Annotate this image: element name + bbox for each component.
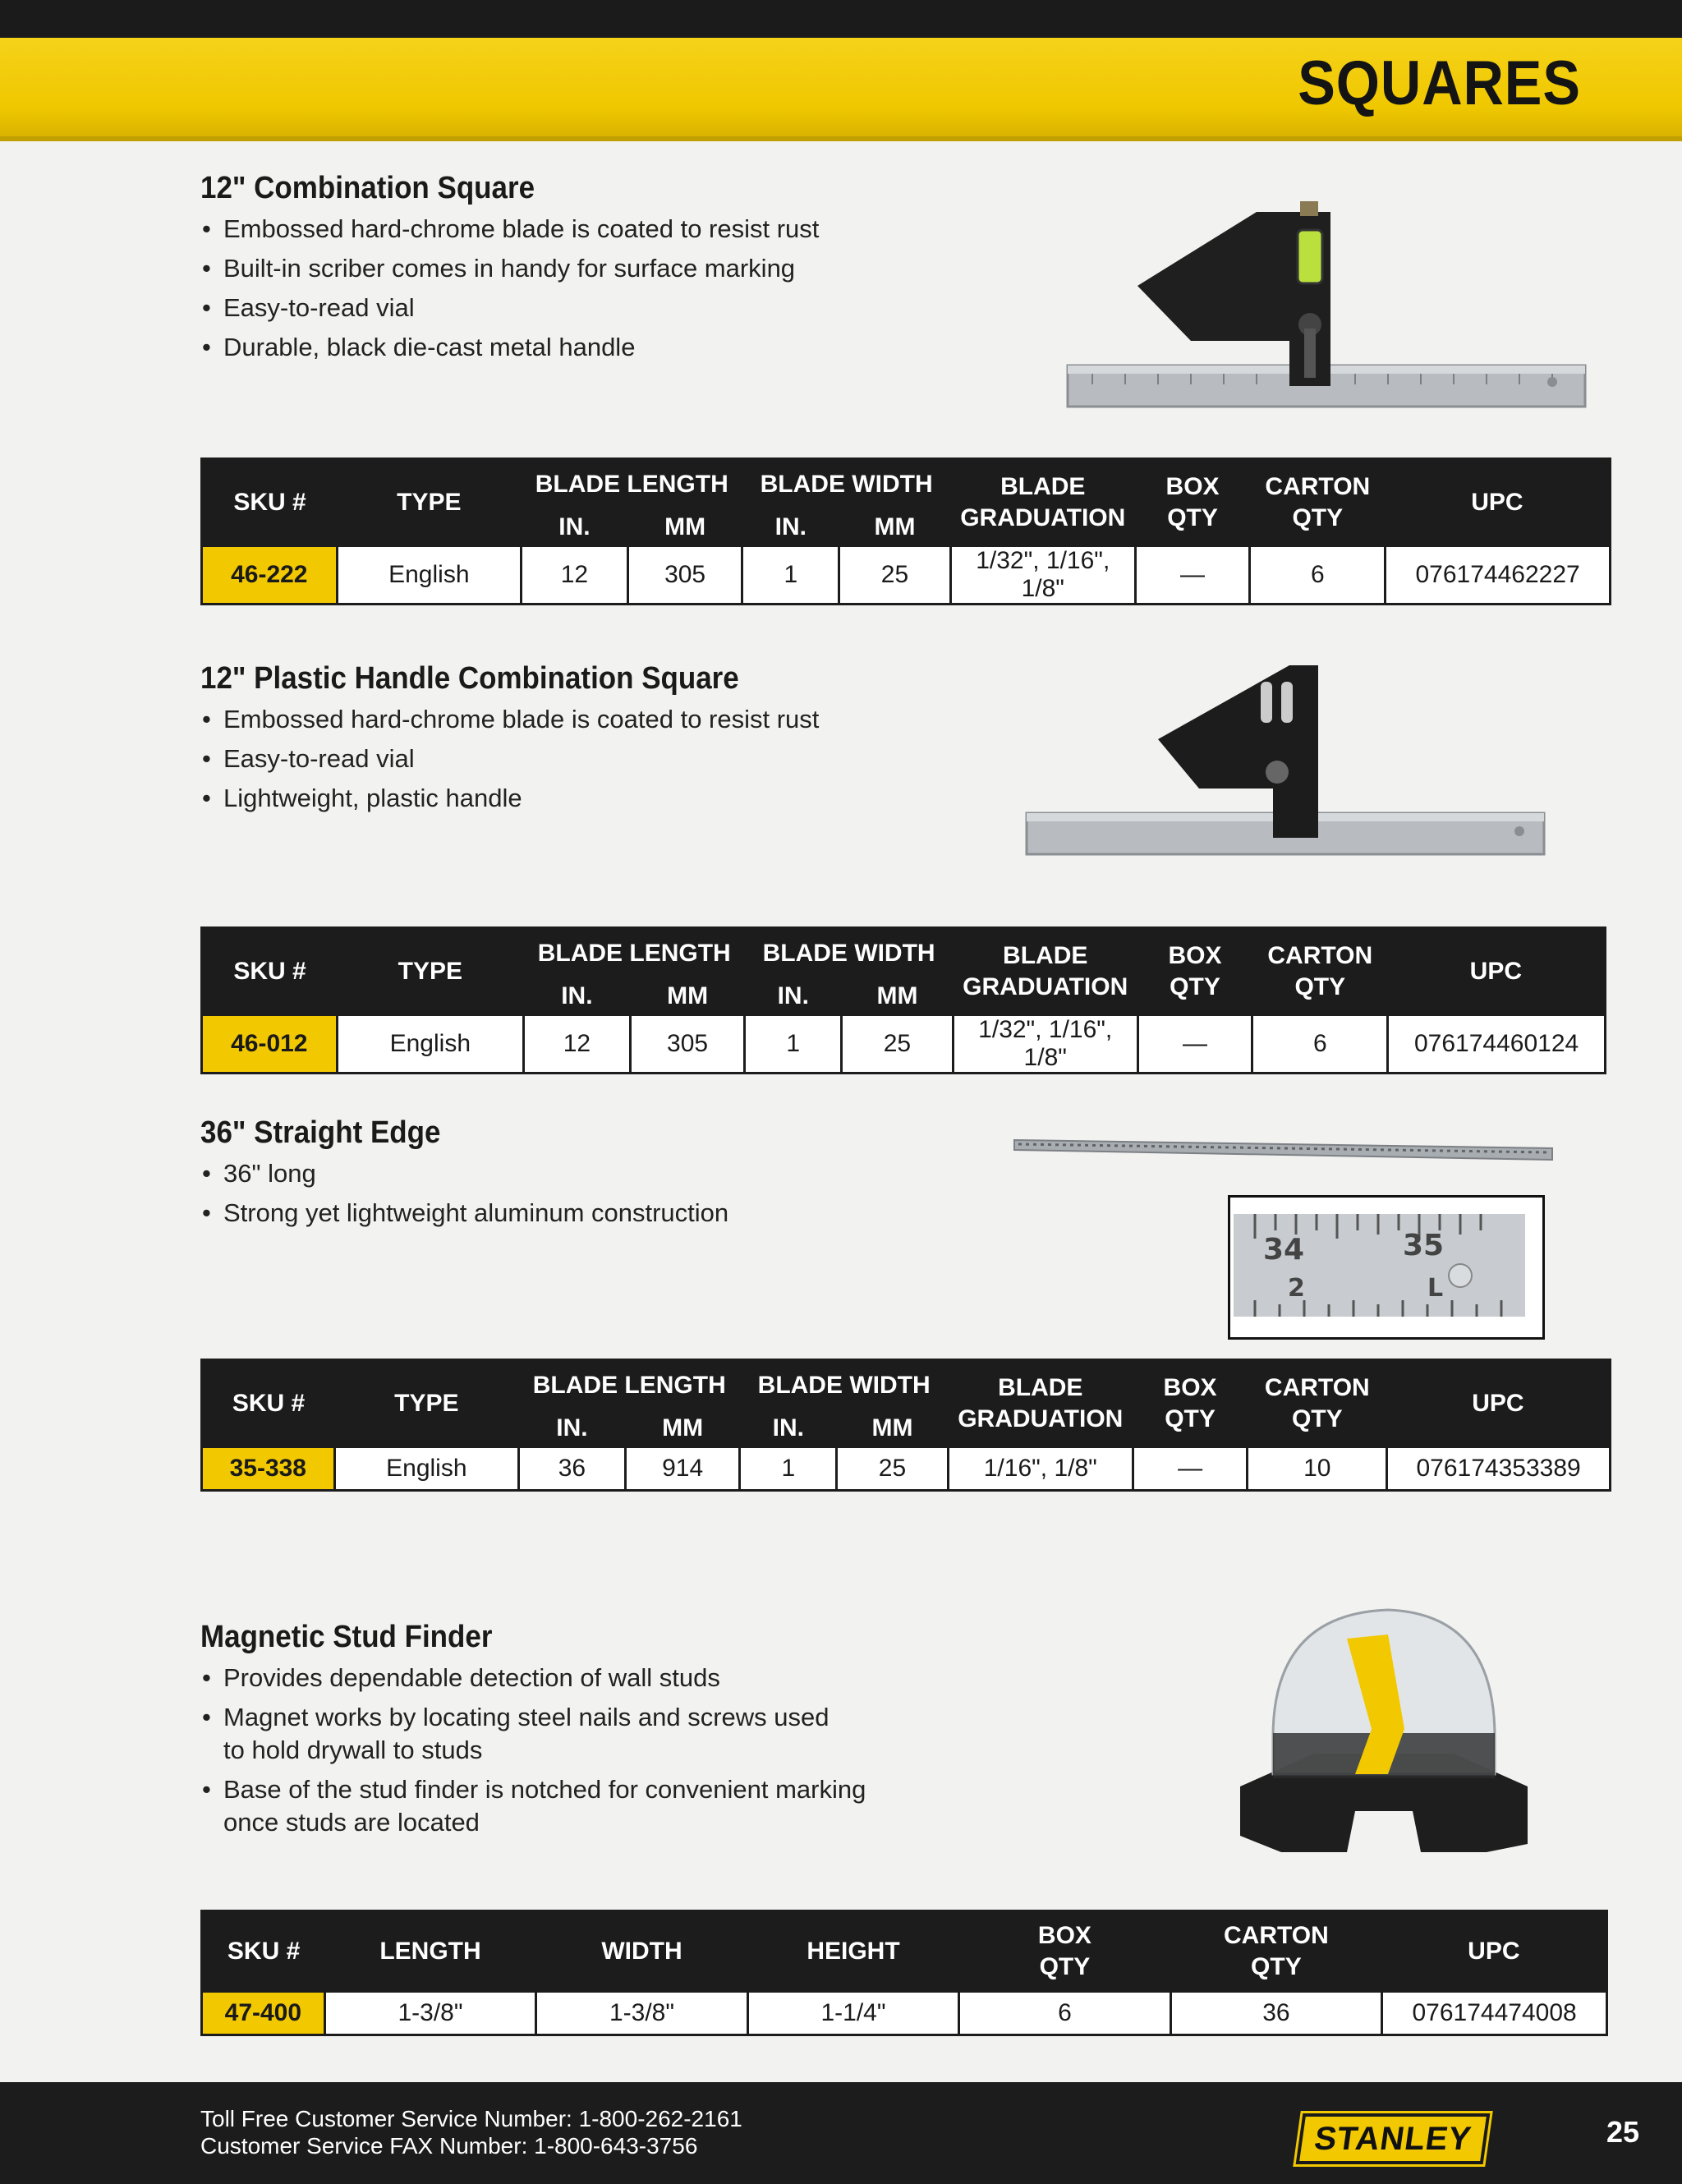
feature-item: • Easy-to-read vial	[200, 292, 1022, 324]
spec-table-35-338	[200, 1359, 1611, 1492]
top-dark-band	[0, 0, 1682, 38]
header-sku: SKU #	[202, 1360, 335, 1447]
width-in-cell: 1	[740, 1447, 837, 1491]
feature-item: • Strong yet lightweight aluminum construction	[200, 1197, 1022, 1230]
fax-number: Customer Service FAX Number: 1-800-643-3756	[200, 2133, 698, 2159]
header-in: IN.	[524, 979, 631, 1015]
header-upc: UPC	[1388, 928, 1606, 1015]
table-row	[202, 1992, 1607, 2035]
upc-cell: 076174460124	[1388, 1015, 1606, 1074]
length-mm-cell: 914	[625, 1447, 740, 1491]
feature-item: • Magnet works by locating steel nails and screws used to hold drywall to studs	[200, 1701, 1104, 1767]
table-row	[202, 1447, 1611, 1491]
spec-table-47-400	[200, 1910, 1608, 2036]
header-in: IN.	[745, 979, 842, 1015]
header-mm: MM	[839, 510, 951, 546]
product-title: Magnetic Stud Finder	[200, 1620, 493, 1654]
header-sku: SKU #	[202, 928, 338, 1015]
header-carton-qty: CARTON QTY	[1170, 1911, 1382, 1992]
header-carton-qty: CARTON QTY	[1248, 1360, 1387, 1447]
header-in: IN.	[522, 510, 628, 546]
length-cell: 1-3/8"	[324, 1992, 536, 2035]
header-mm: MM	[837, 1411, 949, 1447]
ruler-number: 2	[1288, 1274, 1305, 1303]
upc-cell: 076174474008	[1382, 1992, 1607, 2035]
header-mm: MM	[627, 510, 742, 546]
box-qty-cell: —	[1133, 1447, 1248, 1491]
type-cell: English	[337, 1015, 523, 1074]
header-carton-qty: CARTON QTY	[1250, 459, 1386, 546]
height-cell: 1-1/4"	[747, 1992, 959, 2035]
header-box-qty: BOX QTY	[1137, 928, 1252, 1015]
box-qty-cell: —	[1135, 546, 1250, 605]
product-magnetic-stud-finder	[200, 1620, 1104, 1846]
feature-list	[200, 1157, 1022, 1230]
header-upc: UPC	[1386, 459, 1611, 546]
header-width: WIDTH	[536, 1911, 747, 1992]
ruler-closeup	[1228, 1195, 1545, 1340]
graduation-cell: 1/32", 1/16", 1/8"	[953, 1015, 1137, 1074]
box-qty-cell: 6	[959, 1992, 1170, 2035]
plastic-combination-square-image	[1018, 657, 1560, 879]
sku-cell: 46-012	[202, 1015, 338, 1074]
type-cell: English	[334, 1447, 518, 1491]
carton-qty-cell: 6	[1250, 546, 1386, 605]
width-in-cell: 1	[742, 546, 839, 605]
product-title: 36" Straight Edge	[200, 1115, 441, 1150]
feature-item: • 36" long	[200, 1157, 1022, 1190]
product-combination-square	[200, 171, 1022, 370]
header-mm: MM	[625, 1411, 740, 1447]
spec-table-46-012	[200, 926, 1606, 1074]
sku-cell: 47-400	[202, 1992, 325, 2035]
length-mm-cell: 305	[627, 546, 742, 605]
header-in: IN.	[740, 1411, 837, 1447]
carton-qty-cell: 10	[1248, 1447, 1387, 1491]
header-type: TYPE	[337, 459, 521, 546]
header-in: IN.	[519, 1411, 626, 1447]
header-blade-length: BLADE LENGTH	[519, 1360, 740, 1411]
length-in-cell: 12	[522, 546, 628, 605]
table-row	[202, 546, 1611, 605]
length-in-cell: 36	[519, 1447, 626, 1491]
product-plastic-combination-square	[200, 661, 1022, 821]
graduation-cell: 1/16", 1/8"	[948, 1447, 1133, 1491]
header-box-qty: BOX QTY	[959, 1911, 1170, 1992]
header-upc: UPC	[1387, 1360, 1611, 1447]
stud-finder-image	[1224, 1598, 1536, 1901]
carton-qty-cell: 6	[1252, 1015, 1388, 1074]
width-mm-cell: 25	[839, 546, 951, 605]
graduation-cell: 1/32", 1/16", 1/8"	[950, 546, 1135, 605]
feature-item: • Durable, black die-cast metal handle	[200, 331, 1022, 364]
toll-free-number: Toll Free Customer Service Number: 1-800-262-2161	[200, 2106, 742, 2131]
box-qty-cell: —	[1137, 1015, 1252, 1074]
header-blade-width: BLADE WIDTH	[742, 459, 950, 510]
header-length: LENGTH	[324, 1911, 536, 1992]
upc-cell: 076174353389	[1387, 1447, 1611, 1491]
ruler-number: L	[1427, 1274, 1444, 1303]
header-box-qty: BOX QTY	[1135, 459, 1250, 546]
feature-list	[200, 213, 1022, 364]
header-blade-length: BLADE LENGTH	[522, 459, 742, 510]
ruler-number: 34	[1263, 1233, 1305, 1267]
header-type: TYPE	[334, 1360, 518, 1447]
width-in-cell: 1	[745, 1015, 842, 1074]
feature-list	[200, 703, 1022, 815]
header-in: IN.	[742, 510, 839, 546]
header-blade-width: BLADE WIDTH	[740, 1360, 948, 1411]
width-mm-cell: 25	[842, 1015, 954, 1074]
header-carton-qty: CARTON QTY	[1252, 928, 1388, 1015]
header-blade-length: BLADE LENGTH	[524, 928, 745, 979]
upc-cell: 076174462227	[1386, 546, 1611, 605]
feature-item: • Lightweight, plastic handle	[200, 782, 1022, 815]
page-number: 25	[1606, 2115, 1639, 2149]
feature-item: • Base of the stud finder is notched for convenient marking once studs are located	[200, 1773, 1104, 1839]
sku-cell: 46-222	[202, 546, 338, 605]
feature-item: • Embossed hard-chrome blade is coated to resist rust	[200, 703, 1022, 736]
product-title: 12" Combination Square	[200, 171, 535, 205]
header-upc: UPC	[1382, 1911, 1607, 1992]
header-blade-width: BLADE WIDTH	[745, 928, 953, 979]
product-straight-edge	[200, 1115, 1022, 1236]
feature-item: • Embossed hard-chrome blade is coated to resist rust	[200, 213, 1022, 246]
length-mm-cell: 305	[630, 1015, 745, 1074]
straight-edge-image	[1010, 1133, 1560, 1166]
table-row	[202, 1015, 1606, 1074]
header-type: TYPE	[337, 928, 523, 1015]
header-blade-graduation: BLADE GRADUATION	[950, 459, 1135, 546]
header-mm: MM	[630, 979, 745, 1015]
header-sku: SKU #	[202, 1911, 325, 1992]
feature-item: • Built-in scriber comes in handy for surface marking	[200, 252, 1022, 285]
ruler-number: 35	[1403, 1229, 1445, 1262]
header-sku: SKU #	[202, 459, 338, 546]
product-title: 12" Plastic Handle Combination Square	[200, 661, 739, 696]
length-in-cell: 12	[524, 1015, 631, 1074]
header-box-qty: BOX QTY	[1133, 1360, 1248, 1447]
header-blade-graduation: BLADE GRADUATION	[953, 928, 1137, 1015]
type-cell: English	[337, 546, 521, 605]
feature-list	[200, 1662, 1104, 1839]
header-mm: MM	[842, 979, 954, 1015]
header-height: HEIGHT	[747, 1911, 959, 1992]
width-cell: 1-3/8"	[536, 1992, 747, 2035]
feature-item: • Provides dependable detection of wall studs	[200, 1662, 1104, 1694]
carton-qty-cell: 36	[1170, 1992, 1382, 2035]
feature-item: • Easy-to-read vial	[200, 743, 1022, 775]
spec-table-46-222	[200, 457, 1611, 605]
header-blade-graduation: BLADE GRADUATION	[948, 1360, 1133, 1447]
stanley-logo: STANLEY	[1296, 2113, 1491, 2164]
sku-cell: 35-338	[202, 1447, 335, 1491]
combination-square-image	[1059, 197, 1593, 419]
width-mm-cell: 25	[837, 1447, 949, 1491]
section-title: SQUARES	[1298, 48, 1581, 118]
